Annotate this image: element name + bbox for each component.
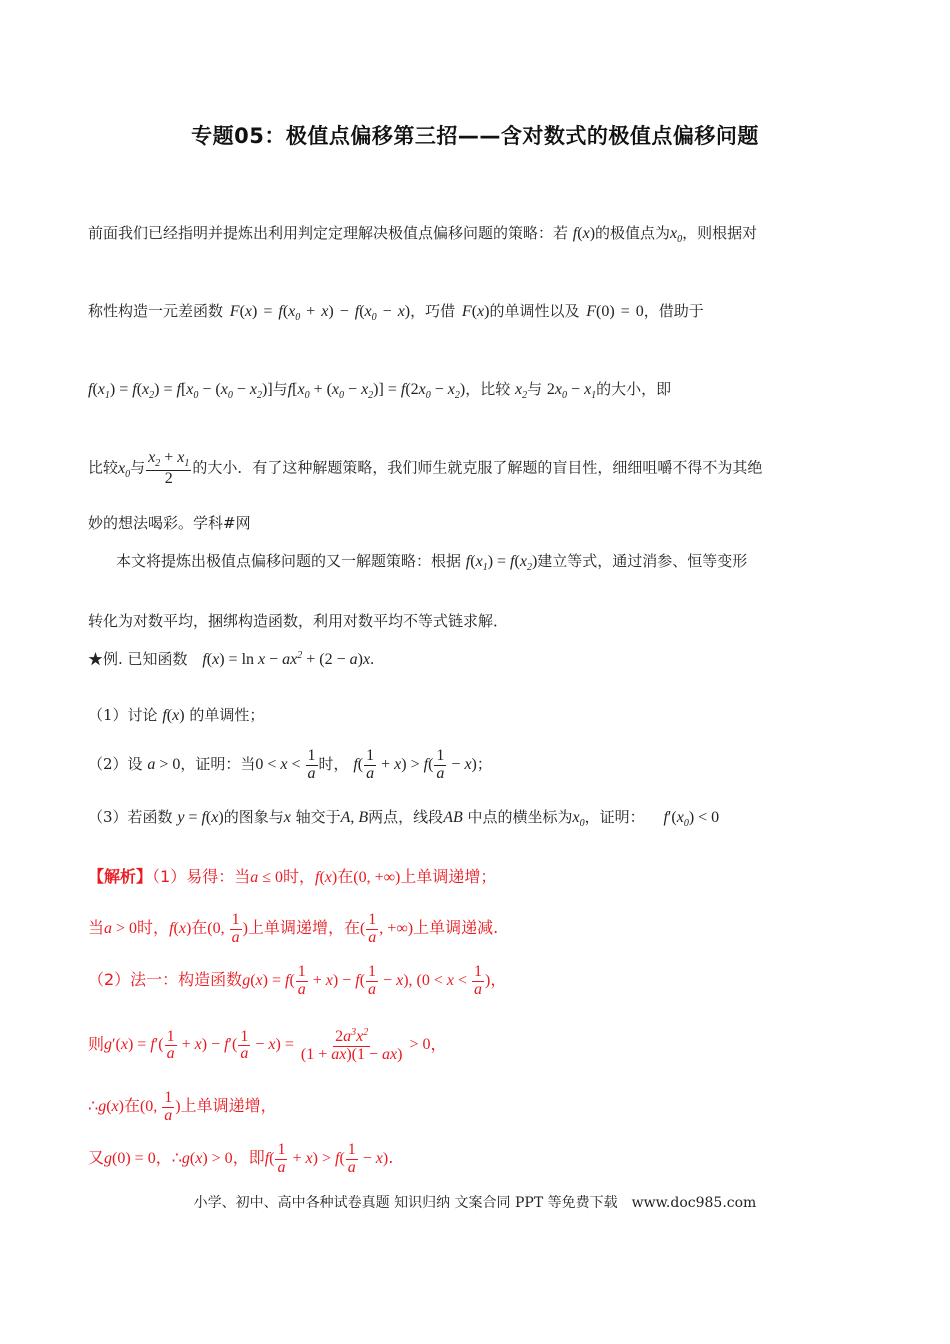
math-function-def: $f(x) = \ln x - ax^2 + (2 - a)x$. [202, 650, 375, 668]
math-x2: $x_2$ [515, 381, 528, 401]
question-1: （1）讨论 f(x) 的单调性； [88, 706, 265, 724]
page-footer: 小学、初中、高中各种试卷真题 知识归纳 文案合同 PPT 等免费下载 www.doc985.com [193, 1195, 757, 1211]
math-2x0-x1: $2x_0 - x_1$ [546, 381, 597, 401]
page-title: 专题05：极值点偏移第三招——含对数式的极值点偏移问题 [191, 124, 759, 148]
para2-line-1: 本文将提炼出极值点偏移问题的又一解题策略：根据 $f(x_1) = f(x_2)$建立等式，通过消参、恒等变形 [116, 552, 748, 573]
question-3: （3）若函数 y = f(x)的图象与x 轴交于A, B两点，线段AB 中点的横坐标为$x_0$，证明： $f'(x_0) < 0$ [88, 808, 720, 829]
math-x0: $x_0$ [670, 225, 683, 245]
example-statement: ★例. 已知函数 $f(x) = \ln x - ax^2 + (2 - a)x$. [88, 650, 375, 668]
math-f-eq-2: $f[x_0 + (x_0 - x_2)] = f(2x_0 - x_2)$ [287, 381, 466, 401]
question-2: （2）设 a > 0，证明：当0 < x < $\frac{1}{a}$ 时， f( $\frac{1}{a}$ + x) > f( $\frac{1}{a}$ − x)； [88, 747, 492, 782]
solution-line-3: （2）法一：构造函数g(x) = f( $\frac{1}{a}$ + x) − f( $\frac{1}{a}$ − x), (0 < x < $\frac{1}{a}$ )， [88, 963, 507, 998]
math-q3-goal: $f'(x_0) < 0$ [663, 809, 720, 829]
intro-line-3: $f(x_1) = f(x_2) = f[x_0 - (x_0 - x_2)]$与$f[x_0 + (x_0 - x_2)] = f(2x_0 - x_2)$，比较 $x_2$与 $2x_0 - x_1$的大小，即 [88, 380, 672, 401]
intro-line-1: 前面我们已经指明并提炼出利用判定定理解决极值点偏移问题的策略：若 f(x)的极值点为$x_0$，则根据对 [88, 224, 758, 245]
math-g-def: g(x) = f( $\frac{1}{a}$ + x) − f( $\frac{1}{a}$ − x), (0 < x < $\frac{1}{a}$ ) [242, 963, 491, 998]
math-fx: f [572, 225, 578, 242]
para2-line-2: 转化为对数平均，捆绑构造函数，利用对数平均不等式链求解． [88, 612, 509, 630]
solution-line-2: 当a > 0时，f(x)在(0, $\frac{1}{a}$ )上单调递增，在( $\frac{1}{a}$ , +∞)上单调递减. [88, 911, 499, 946]
intro-line-5: 妙的想法喝彩。学科#网 [88, 514, 251, 532]
math-g-derivative: g′(x) = f′( $\frac{1}{a}$ + x) − f′( $\frac{1}{a}$ − x) = $\frac{2a^3x^2}{(1 + ax)(1 - ax)}$ > 0 [104, 1027, 431, 1063]
math-f-eq-1: $f(x_1) = f(x_2) = f[x_0 - (x_0 - x_2)]$ [88, 381, 273, 401]
math-Fx-def: $F(x) = f(x_0 + x) - f(x_0 - x)$ [229, 303, 411, 323]
math-F0: F(0) = 0 [586, 303, 644, 320]
math-fx1-eq-fx2: $f(x_1) = f(x_2)$ [465, 553, 538, 573]
solution-line-5: ∴g(x)在(0, $\frac{1}{a}$ )上单调递增， [88, 1089, 277, 1124]
math-midpoint-fraction: $\frac{x_2 + x_1}{2}$ [148, 449, 190, 487]
math-Fx: F(x) [461, 303, 490, 320]
math-q2-inequality: f( $\frac{1}{a}$ + x) > f( $\frac{1}{a}$ − x) [353, 747, 477, 782]
intro-line-4: 比较$x_0$与 $\frac{x_2 + x_1}{2}$ 的大小．有了这种解题策略，我们师生就克服了解题的盲目性，细细咀嚼不得不为其绝 [88, 449, 763, 487]
solution-tag: 【解析】 [88, 867, 153, 886]
solution-line-4: 则g′(x) = f′( $\frac{1}{a}$ + x) − f′( $\frac{1}{a}$ − x) = $\frac{2a^3x^2}{(1 + ax)(1 - ax)}$ > 0， [88, 1027, 447, 1063]
solution-line-6: 又g(0) = 0，∴g(x) > 0，即f( $\frac{1}{a}$ + x) > f( $\frac{1}{a}$ − x). [88, 1141, 394, 1176]
solution-line-1: 【解析】（1）易得：当a ≤ 0时，f(x)在(0, +∞)上单调递增； [88, 867, 497, 886]
intro-line-2: 称性构造一元差函数 $F(x) = f(x_0 + x) - f(x_0 - x)$，巧借 F(x)的单调性以及 F(0) = 0，借助于 [88, 302, 704, 323]
